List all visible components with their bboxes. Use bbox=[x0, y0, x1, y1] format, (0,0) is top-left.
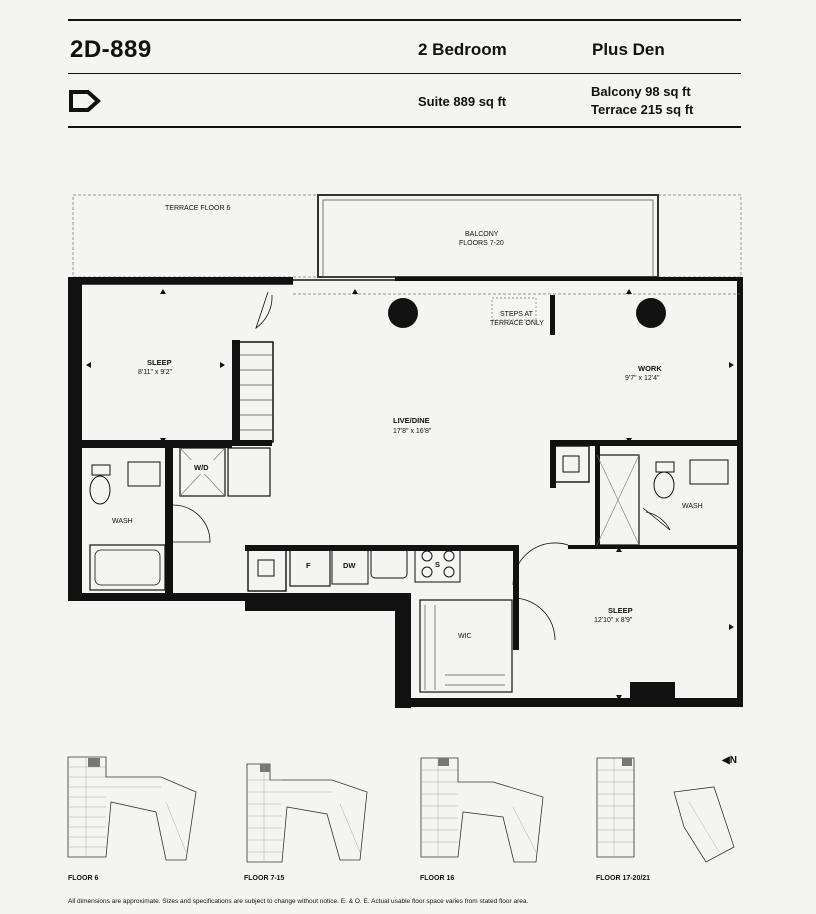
steps-label-line2: TERRACE ONLY bbox=[490, 320, 544, 327]
structural-column bbox=[636, 298, 666, 328]
den-label: Plus Den bbox=[592, 40, 665, 59]
work-name: WORK bbox=[638, 364, 662, 373]
mechanical-closet bbox=[553, 446, 589, 482]
terrace-label: TERRACE FLOOR 6 bbox=[165, 205, 231, 212]
wic-label: WIC bbox=[458, 633, 472, 640]
balcony-area: Balcony 98 sq ft bbox=[591, 84, 691, 99]
mid-rule bbox=[68, 73, 741, 74]
kitchen-sink bbox=[371, 548, 407, 578]
balcony-floors-label: FLOORS 7-20 bbox=[459, 240, 504, 247]
sleep1-dimensions: 8'11" x 9'2" bbox=[138, 369, 172, 376]
sleep2-name: SLEEP bbox=[608, 606, 633, 615]
bottom-rule bbox=[68, 126, 741, 128]
sleep1-name: SLEEP bbox=[147, 358, 172, 367]
live-dine-name: LIVE/DINE bbox=[393, 416, 430, 425]
key-plan-floor17-20-label: FLOOR 17-20/21 bbox=[596, 875, 651, 882]
d-arrow-logo-icon bbox=[68, 89, 102, 113]
work-dimensions: 9'7" x 12'4" bbox=[625, 375, 660, 382]
top-rule bbox=[68, 19, 741, 21]
key-plan-floor6 bbox=[66, 752, 216, 870]
dishwasher-label: DW bbox=[343, 561, 356, 570]
suite-area: Suite 889 sq ft bbox=[418, 94, 507, 109]
unit-name: 2D-889 bbox=[70, 36, 152, 63]
structural-column bbox=[388, 298, 418, 328]
linen-closet bbox=[228, 448, 270, 496]
kitchen-island-end bbox=[248, 546, 286, 591]
key-plan-floor17-20 bbox=[594, 752, 742, 870]
balcony-label: BALCONY bbox=[465, 231, 499, 238]
steps-label-line1: STEPS AT bbox=[500, 311, 533, 318]
live-dine-dimensions: 17'8" x 16'8" bbox=[393, 428, 432, 435]
wash-label: WASH bbox=[682, 503, 703, 510]
key-plan-floor16 bbox=[418, 752, 558, 870]
north-arrow-icon: ◀N bbox=[722, 755, 737, 766]
washer-dryer-label: W/D bbox=[194, 463, 209, 472]
key-plan-floor7-15 bbox=[242, 752, 387, 870]
vanity bbox=[690, 460, 728, 484]
key-plan-floor16-label: FLOOR 16 bbox=[420, 875, 455, 882]
walk-in-closet bbox=[420, 600, 512, 692]
bedroom-count: 2 Bedroom bbox=[418, 40, 507, 59]
toilet bbox=[654, 472, 674, 498]
interior-walls bbox=[232, 295, 740, 698]
key-plan-floor7-15-label: FLOOR 7-15 bbox=[244, 875, 285, 882]
floor-plan bbox=[60, 190, 750, 710]
key-plan-floor6-label: FLOOR 6 bbox=[68, 875, 99, 882]
wash-label: WASH bbox=[112, 518, 133, 525]
vanity bbox=[128, 462, 160, 486]
bathtub bbox=[90, 545, 165, 590]
sleep2-dimensions: 12'10" x 8'9" bbox=[594, 617, 633, 624]
stove-label: S bbox=[435, 560, 441, 569]
exterior-walls bbox=[68, 277, 743, 708]
fridge-label: F bbox=[306, 561, 311, 570]
toilet bbox=[90, 476, 110, 504]
disclaimer: All dimensions are approximate. Sizes and specifications are subject to change without notice. E. & O. E. Actual usable floor space varies from stated floor area. bbox=[68, 898, 529, 905]
terrace-area: Terrace 215 sq ft bbox=[591, 102, 694, 117]
